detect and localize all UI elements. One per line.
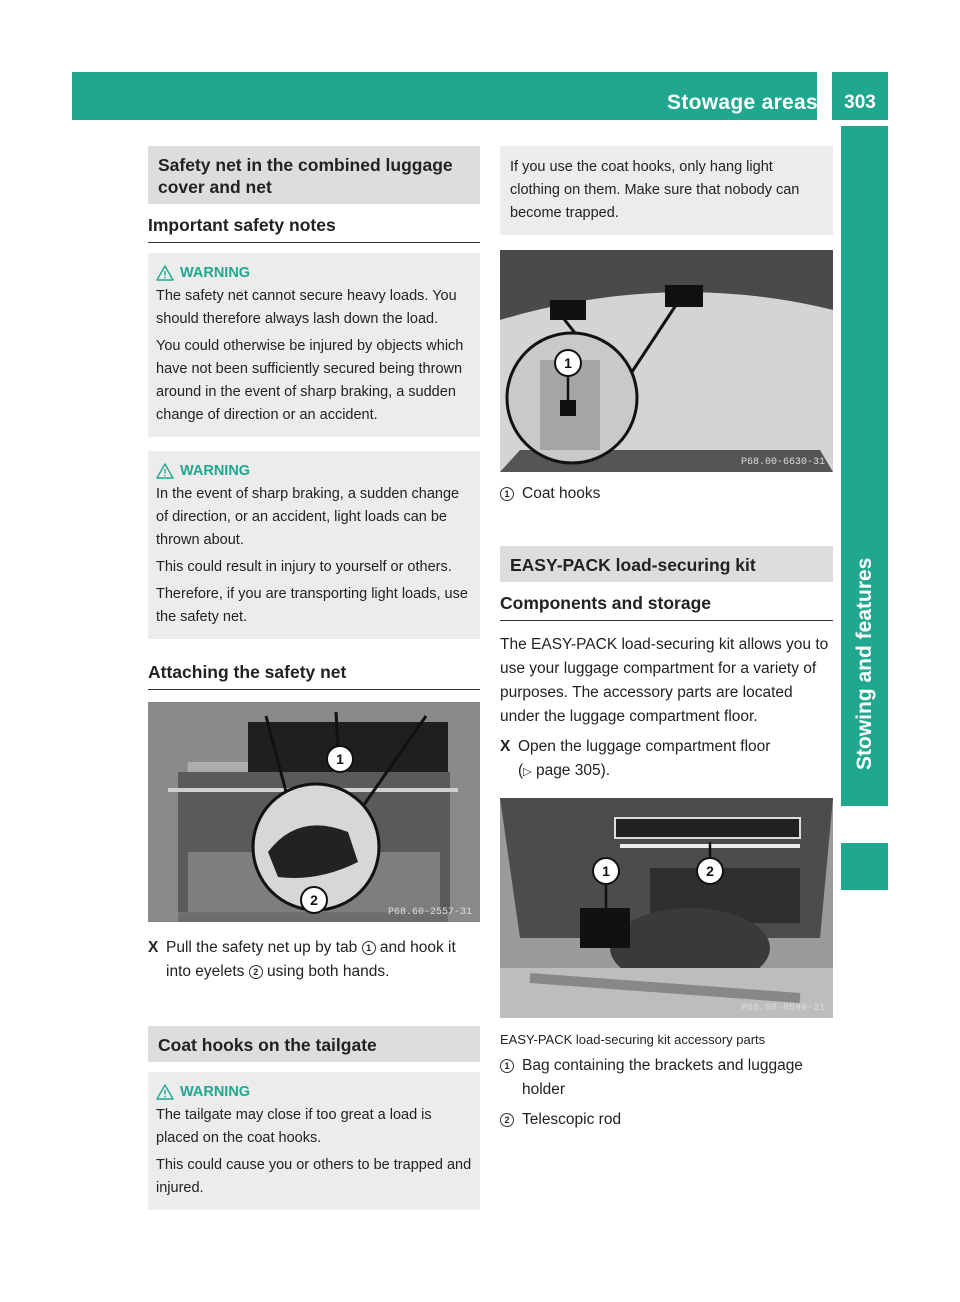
warning-label: WARNING xyxy=(180,463,251,479)
image-code: P68.00-6599-31 xyxy=(740,1003,825,1014)
intro-paragraph: The EASY-PACK load-securing kit allows you to use your luggage compartment for a variety of purposes. The accessory parts are located under the luggage compartment floor. xyxy=(500,636,829,725)
legend-item xyxy=(500,482,833,506)
safety-net-illustration xyxy=(148,702,480,922)
section-heading-easy-pack: EASY-PACK load-securing kit xyxy=(500,546,833,582)
image-code: P68.60-2557-31 xyxy=(387,907,472,918)
page-ref-arrow-icon: ▷ xyxy=(523,766,532,778)
subheading-components-storage: Components and storage xyxy=(500,592,833,621)
warning-triangle-icon xyxy=(156,265,174,281)
warning-box-2 xyxy=(148,451,480,639)
warning-title xyxy=(156,1082,472,1102)
image-code: P68.00-6630-31 xyxy=(740,457,825,468)
warning-title xyxy=(156,263,472,283)
section-heading-coat-hooks: Coat hooks on the tailgate xyxy=(148,1026,480,1062)
section-title: Stowage areas xyxy=(667,91,818,114)
step-text-part: Open the luggage compartment floor xyxy=(518,738,771,755)
subheading-attaching-safety-net: Attaching the safety net xyxy=(148,661,480,690)
warning-triangle-icon xyxy=(156,1084,174,1100)
svg-text:1: 1 xyxy=(336,751,344,767)
easy-pack-illustration xyxy=(500,798,833,1018)
legend-text: Telescopic rod xyxy=(522,1111,622,1128)
side-tab-marker xyxy=(841,843,888,890)
warning-box-1 xyxy=(148,253,480,437)
step-attach-net xyxy=(148,936,480,984)
step-text-part: using both hands. xyxy=(262,963,390,980)
warning-text: In the event of sharp braking, a sudden change of direction, or an accident, light loads can be thrown about. xyxy=(156,486,460,548)
warning-text: The tailgate may close if too great a load is placed on the coat hooks. xyxy=(156,1107,432,1146)
step-open-floor xyxy=(500,735,833,784)
legend-text: Bag containing the brackets and luggage holder xyxy=(522,1057,803,1098)
step-marker: X xyxy=(148,939,159,956)
step-text: Open the luggage compartment floor (▷ page 305). xyxy=(518,738,771,779)
coat-hooks-illustration xyxy=(500,250,833,472)
svg-text:2: 2 xyxy=(310,892,318,908)
page-number: 303 xyxy=(832,72,888,120)
warning-text: The safety net cannot secure heavy loads. You should therefore always lash down the load. xyxy=(156,288,457,327)
legend-text: Coat hooks xyxy=(522,485,601,502)
callout-number: 1 xyxy=(500,1059,514,1073)
warning-triangle-icon xyxy=(156,463,174,479)
note-text: If you use the coat hooks, only hang light clothing on them. Make sure that nobody can become trapped. xyxy=(510,159,800,221)
legend-item xyxy=(500,1054,833,1102)
note-box xyxy=(500,146,833,235)
page-ref-text: page 305). xyxy=(531,762,611,779)
image-safety-net xyxy=(148,702,480,922)
right-column xyxy=(500,146,833,1132)
step-text xyxy=(166,936,480,984)
image-caption: EASY-PACK load-securing kit accessory parts xyxy=(500,1032,766,1047)
section-heading-safety-net: Safety net in the combined luggage cover and net xyxy=(148,146,480,204)
warning-text: Therefore, if you are transporting light loads, use the safety net. xyxy=(156,586,468,625)
image-easy-pack xyxy=(500,798,833,1018)
warning-box-3 xyxy=(148,1072,480,1210)
warning-title xyxy=(156,461,472,481)
svg-text:2: 2 xyxy=(706,863,714,879)
step-marker: X xyxy=(500,738,511,755)
step-text-part: Pull the safety net up by tab xyxy=(166,939,362,956)
subheading-important-safety-notes: Important safety notes xyxy=(148,214,480,243)
legend-item xyxy=(500,1108,833,1132)
image-coat-hooks xyxy=(500,250,833,472)
side-tab-label: Stowing and features xyxy=(853,557,876,770)
svg-text:1: 1 xyxy=(564,355,572,371)
warning-label: WARNING xyxy=(180,1084,251,1100)
callout-number: 2 xyxy=(500,1113,514,1127)
warning-text: This could result in injury to yourself or others. xyxy=(156,559,452,575)
step-text-part: and hook it into eyelets xyxy=(166,939,456,980)
warning-text: You could otherwise be injured by objects which have not been sufficiently secured being thrown around in the event of sharp braking, a sudden change of direction or an accident. xyxy=(156,338,464,423)
warning-text: This could cause you or others to be trapped and injured. xyxy=(156,1157,472,1196)
svg-text:1: 1 xyxy=(602,863,610,879)
callout-number: 1 xyxy=(500,487,514,501)
warning-label: WARNING xyxy=(180,265,251,281)
callout-ref: 1 xyxy=(362,941,376,955)
left-column xyxy=(148,146,480,1210)
callout-ref: 2 xyxy=(249,965,263,979)
